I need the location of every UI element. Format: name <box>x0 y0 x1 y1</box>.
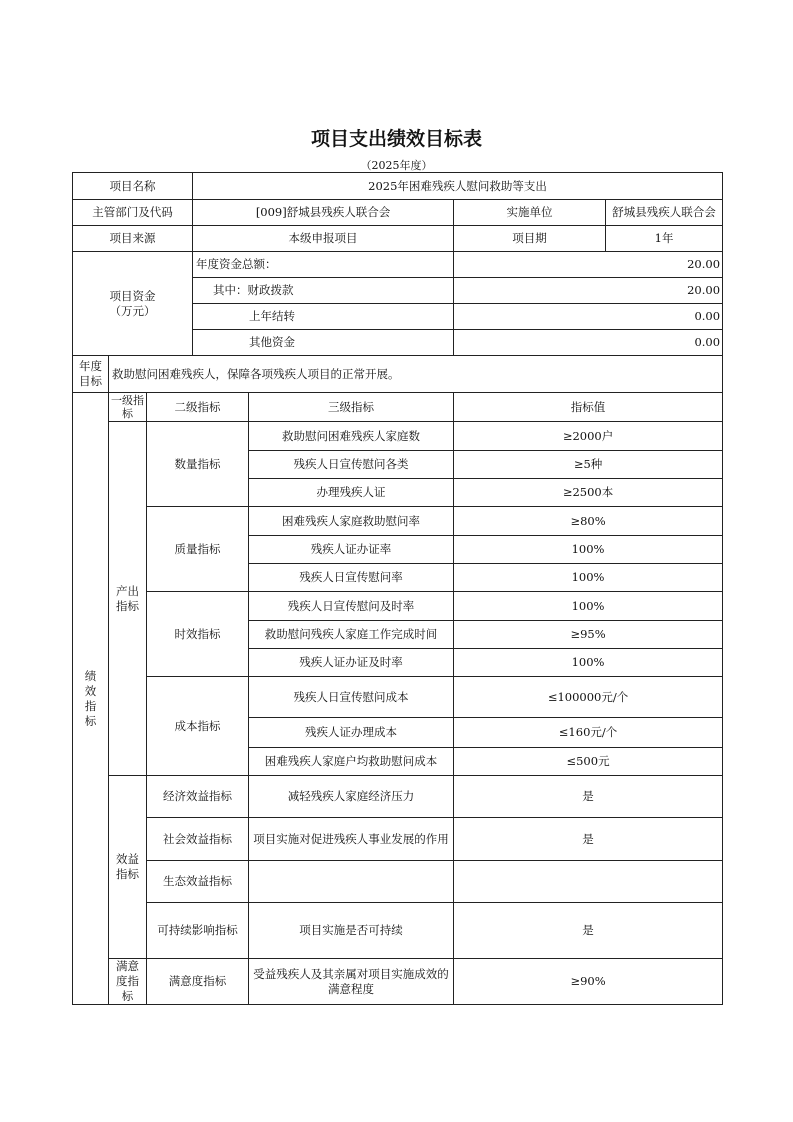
indicator-value: ≥2500本 <box>454 479 723 507</box>
benefit-label: 效益指标 <box>109 776 147 959</box>
quantity-label: 数量指标 <box>147 422 249 507</box>
table-row <box>73 173 723 200</box>
indicator-name: 残疾人证办证及时率 <box>249 649 454 677</box>
funds-carryover-value: 0.00 <box>454 304 723 330</box>
table-row <box>73 592 723 621</box>
satisfaction-label: 满意度指标 <box>109 959 147 1005</box>
dept-value: [009]舒城县残疾人联合会 <box>193 200 454 226</box>
funds-total-label: 年度资金总额： <box>193 252 454 278</box>
indicator-name: 救助慰问困难残疾人家庭数 <box>249 422 454 451</box>
indicator-name: 残疾人日宣传慰问率 <box>249 564 454 592</box>
indicator-name: 残疾人日宣传慰问各类 <box>249 451 454 479</box>
project-name-label: 项目名称 <box>73 173 193 200</box>
indicator-name: 项目实施是否可持续 <box>249 903 454 959</box>
table-row <box>73 393 723 422</box>
table-row <box>73 818 723 861</box>
table-row <box>73 677 723 718</box>
indicator-name: 受益残疾人及其亲属对项目实施成效的满意程度 <box>249 959 454 1005</box>
header-level2: 二级指标 <box>147 393 249 422</box>
indicator-name: 困难残疾人家庭救助慰问率 <box>249 507 454 536</box>
funds-total-value: 20.00 <box>454 252 723 278</box>
funds-other-value: 0.00 <box>454 330 723 356</box>
table-row <box>73 200 723 226</box>
unit-value: 舒城县残疾人联合会 <box>606 200 723 226</box>
table-row <box>73 252 723 278</box>
quality-label: 质量指标 <box>147 507 249 592</box>
indicator-name: 救助慰问残疾人家庭工作完成时间 <box>249 621 454 649</box>
indicator-value: 100% <box>454 649 723 677</box>
perf-label: 绩效指标 <box>73 393 109 1005</box>
indicator-value: ≥2000户 <box>454 422 723 451</box>
indicator-name: 残疾人证办理成本 <box>249 718 454 748</box>
header-level1: 一级指标 <box>109 393 147 422</box>
output-label: 产出指标 <box>109 422 147 776</box>
performance-target-table <box>72 172 723 1005</box>
indicator-value: 是 <box>454 776 723 818</box>
table-row <box>73 861 723 903</box>
year-subtitle: （2025年度） <box>360 159 433 172</box>
benefit-category: 生态效益指标 <box>147 861 249 903</box>
table-row <box>73 903 723 959</box>
benefit-category: 经济效益指标 <box>147 776 249 818</box>
funds-unit: （万元） <box>109 303 156 318</box>
funds-carryover-label: 上年结转 <box>193 304 454 330</box>
indicator-name: 办理残疾人证 <box>249 479 454 507</box>
period-value: 1年 <box>606 226 723 252</box>
indicator-value: 是 <box>454 818 723 861</box>
indicator-value: ≥80% <box>454 507 723 536</box>
funds-fiscal-label: 其中：财政拨款 <box>193 278 454 304</box>
indicator-name: 困难残疾人家庭户均救助慰问成本 <box>249 748 454 776</box>
funds-other-label: 其他资金 <box>193 330 454 356</box>
indicator-value: ≥5种 <box>454 451 723 479</box>
indicator-value <box>454 861 723 903</box>
indicator-name: 项目实施对促进残疾人事业发展的作用 <box>249 818 454 861</box>
source-label: 项目来源 <box>73 226 193 252</box>
benefit-category: 可持续影响指标 <box>147 903 249 959</box>
indicator-value: 100% <box>454 592 723 621</box>
indicator-value: ≤100000元/个 <box>454 677 723 718</box>
table-row <box>73 959 723 1005</box>
indicator-value: ≥95% <box>454 621 723 649</box>
table-row <box>73 356 723 393</box>
funds-label-text: 项目资金 <box>109 288 156 303</box>
funds-label <box>73 252 193 356</box>
indicator-value: ≤500元 <box>454 748 723 776</box>
table-row <box>73 776 723 818</box>
project-name-value: 2025年困难残疾人慰问救助等支出 <box>193 173 723 200</box>
indicator-name: 残疾人日宣传慰问及时率 <box>249 592 454 621</box>
satisfaction-category: 满意度指标 <box>147 959 249 1005</box>
cost-label: 成本指标 <box>147 677 249 776</box>
header-value: 指标值 <box>454 393 723 422</box>
indicator-value: ≤160元/个 <box>454 718 723 748</box>
goal-text: 救助慰问困难残疾人，保障各项残疾人项目的正常开展。 <box>109 356 723 393</box>
indicator-value: 100% <box>454 536 723 564</box>
source-value: 本级申报项目 <box>193 226 454 252</box>
indicator-name <box>249 861 454 903</box>
indicator-value: 是 <box>454 903 723 959</box>
indicator-value: 100% <box>454 564 723 592</box>
period-label: 项目期 <box>454 226 606 252</box>
indicator-name: 减轻残疾人家庭经济压力 <box>249 776 454 818</box>
page-title: 项目支出绩效目标表 <box>310 128 482 150</box>
table-row <box>73 422 723 451</box>
indicator-name: 残疾人证办证率 <box>249 536 454 564</box>
dept-label: 主管部门及代码 <box>73 200 193 226</box>
indicator-name: 残疾人日宣传慰问成本 <box>249 677 454 718</box>
header-level3: 三级指标 <box>249 393 454 422</box>
timeliness-label: 时效指标 <box>147 592 249 677</box>
benefit-category: 社会效益指标 <box>147 818 249 861</box>
unit-label: 实施单位 <box>454 200 606 226</box>
goal-label: 年度目标 <box>73 356 109 393</box>
funds-fiscal-value: 20.00 <box>454 278 723 304</box>
indicator-value: ≥90% <box>454 959 723 1005</box>
table-row <box>73 507 723 536</box>
table-row <box>73 226 723 252</box>
